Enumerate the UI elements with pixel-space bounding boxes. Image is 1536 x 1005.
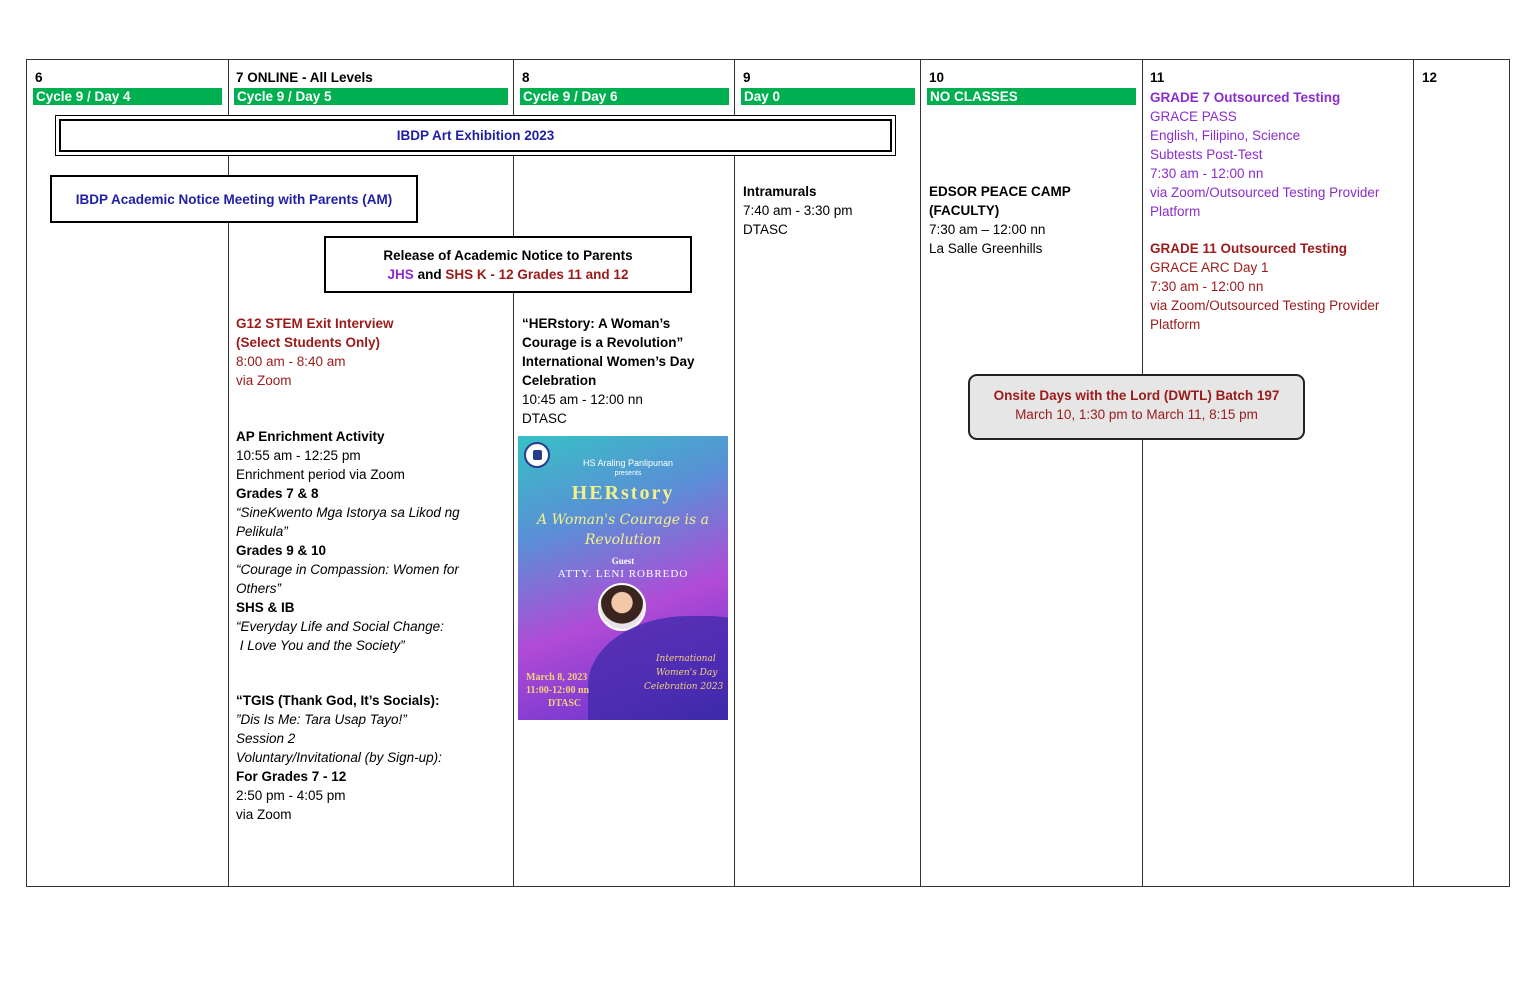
poster-side-2: Women's Day	[656, 668, 718, 678]
shs-ib: SHS & IB	[236, 600, 295, 615]
peace-camp-title-1: EDSOR PEACE CAMP	[929, 184, 1071, 199]
grade11-line-1: GRACE ARC Day 1	[1150, 260, 1269, 275]
tgis-voluntary: Voluntary/Invitational (by Sign-up):	[236, 750, 442, 765]
grades-7-8: Grades 7 & 8	[236, 486, 319, 501]
herstory-title-2: Courage is a Revolution”	[522, 335, 684, 350]
intramurals-venue: DTASC	[743, 222, 788, 237]
tgis-grades: For Grades 7 - 12	[236, 769, 347, 784]
poster-subtitle-2: Revolution	[584, 532, 662, 548]
release-shs: SHS K - 12 Grades 11 and 12	[445, 267, 629, 282]
academic-meeting-banner	[50, 175, 418, 223]
poster-date: March 8, 2023	[526, 672, 588, 683]
dwtl-dates: March 10, 1:30 pm to March 11, 8:15 pm	[1015, 407, 1258, 422]
stem-subtitle: (Select Students Only)	[236, 335, 381, 350]
grade7-testing-title: GRADE 7 Outsourced Testing	[1150, 90, 1341, 105]
peace-camp-time: 7:30 am – 12:00 nn	[929, 222, 1046, 237]
tgis-subtitle: ”Dis Is Me: Tara Usap Tayo!”	[236, 712, 407, 727]
day10-peace-camp	[929, 182, 1071, 258]
day-number-9: 9	[743, 70, 751, 85]
cycle-bar-7: Cycle 9 / Day 5	[234, 88, 508, 105]
shs-ib-title-1: “Everyday Life and Social Change:	[236, 619, 444, 634]
day-number-11: 11	[1150, 70, 1165, 85]
herstory-title-1: “HERstory: A Woman’s	[522, 316, 671, 331]
grades-7-8-title-2: Pelikula”	[236, 524, 288, 539]
grades-9-10-title-2: Others”	[236, 581, 282, 596]
poster-org: HS Araling Panlipunan	[582, 458, 674, 468]
grade7-line-1: GRACE PASS	[1150, 109, 1237, 124]
grade11-testing-title: GRADE 11 Outsourced Testing	[1150, 241, 1348, 256]
herstory-title-3: International Women’s Day	[522, 354, 695, 369]
poster-subtitle-1: A Woman's Courage is a	[537, 512, 709, 528]
day7-stem-event	[236, 314, 394, 390]
peace-camp-venue: La Salle Greenhills	[929, 241, 1043, 256]
intramurals-title: Intramurals	[743, 184, 817, 199]
grade7-line-5: via Zoom/Outsourced Testing Provider	[1150, 185, 1380, 200]
poster-side-1: International	[656, 654, 716, 664]
tgis-title: “TGIS (Thank God, It’s Socials):	[236, 693, 440, 708]
stem-time: 8:00 am - 8:40 am	[236, 354, 346, 369]
release-and: and	[417, 267, 442, 282]
day-number-7: 7 ONLINE - All Levels	[236, 70, 373, 85]
ap-time: 10:55 am - 12:25 pm	[236, 448, 361, 463]
herstory-time: 10:45 am - 12:00 nn	[522, 392, 643, 407]
dwtl-title: Onsite Days with the Lord (DWTL) Batch 197	[993, 388, 1280, 403]
poster-venue: DTASC	[548, 698, 582, 709]
poster-guest-label: Guest	[611, 556, 635, 566]
grade11-line-2: 7:30 am - 12:00 nn	[1150, 279, 1264, 294]
grade7-line-6: Platform	[1150, 204, 1201, 219]
grades-7-8-title-1: “SineKwento Mga Istorya sa Likod ng	[236, 505, 460, 520]
poster-guest-name: ATTY. LENI ROBREDO	[557, 568, 689, 580]
art-exhibition-title: IBDP Art Exhibition 2023	[396, 128, 555, 143]
day9-intramurals	[743, 182, 853, 239]
cycle-bar-8: Cycle 9 / Day 6	[520, 88, 729, 105]
grade11-line-3: via Zoom/Outsourced Testing Provider	[1150, 298, 1380, 313]
poster-presents: presents	[614, 470, 642, 477]
cycle-bar-6: Cycle 9 / Day 4	[33, 88, 222, 105]
ap-period: Enrichment period via Zoom	[236, 467, 405, 482]
academic-meeting-title: IBDP Academic Notice Meeting with Parents (AM)	[75, 191, 393, 207]
tgis-session: Session 2	[236, 731, 296, 746]
release-notice-banner	[324, 236, 692, 293]
art-exhibition-banner	[55, 115, 896, 156]
day11-grade7-testing	[1150, 88, 1379, 221]
day11-grade11-testing	[1150, 239, 1379, 334]
herstory-title-4: Celebration	[522, 373, 597, 388]
stem-via: via Zoom	[236, 373, 292, 388]
herstory-poster	[518, 436, 728, 720]
tgis-via: via Zoom	[236, 807, 292, 822]
day-number-6: 6	[35, 70, 43, 85]
grades-9-10-title-1: “Courage in Compassion: Women for	[236, 562, 459, 577]
herstory-venue: DTASC	[522, 411, 567, 426]
stem-title: G12 STEM Exit Interview	[236, 316, 394, 331]
shs-ib-title-2: I Love You and the Society”	[236, 638, 405, 653]
school-seal-icon	[524, 442, 550, 468]
grade7-line-2: English, Filipino, Science	[1150, 128, 1301, 143]
intramurals-time: 7:40 am - 3:30 pm	[743, 203, 853, 218]
poster-title: HERstory	[571, 482, 675, 504]
grades-9-10: Grades 9 & 10	[236, 543, 327, 558]
grade7-line-4: 7:30 am - 12:00 nn	[1150, 166, 1264, 181]
dwtl-banner	[968, 374, 1305, 440]
release-jhs: JHS	[387, 267, 414, 282]
grade7-line-3: Subtests Post-Test	[1150, 147, 1263, 162]
poster-time: 11:00-12:00 nn	[526, 685, 590, 696]
tgis-time: 2:50 pm - 4:05 pm	[236, 788, 346, 803]
day-number-12: 12	[1422, 70, 1438, 85]
cycle-bar-10: NO CLASSES	[927, 88, 1136, 105]
day7-ap-event	[236, 427, 460, 655]
cycle-bar-9: Day 0	[741, 88, 915, 105]
day-number-8: 8	[522, 70, 530, 85]
poster-side-3: Celebration 2023	[644, 682, 724, 692]
ap-title: AP Enrichment Activity	[236, 429, 385, 444]
day7-tgis-event	[236, 691, 442, 824]
release-notice-title: Release of Academic Notice to Parents	[383, 248, 633, 263]
peace-camp-title-2: (FACULTY)	[929, 203, 1000, 218]
day-number-10: 10	[929, 70, 945, 85]
grade11-line-4: Platform	[1150, 317, 1201, 332]
day8-herstory-event	[522, 314, 695, 428]
